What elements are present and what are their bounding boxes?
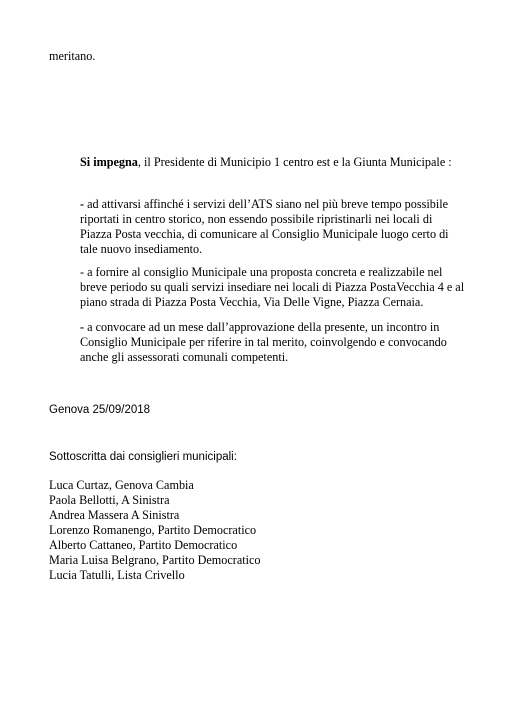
- item-line: breve periodo su quali servizi insediare nei locali di Piazza PostaVecchia 4 e al: [80, 280, 465, 294]
- signatory: Maria Luisa Belgrano, Partito Democratico: [49, 553, 261, 567]
- item-line: Consiglio Municipale per riferire in tal merito, coinvolgendo e convocando: [80, 335, 447, 349]
- commitment-item-3: [80, 320, 447, 365]
- bullet: -: [80, 197, 85, 211]
- signatory-list: [49, 478, 261, 583]
- signatory: Lucia Tatulli, Lista Crivello: [49, 568, 185, 582]
- signatory: Luca Curtaz, Genova Cambia: [49, 478, 194, 492]
- commitment-item-2: [80, 265, 464, 310]
- commitment-heading: [80, 155, 452, 170]
- item-line: riportati in centro storico, non essendo possibile ripristinarli nei locali di: [80, 212, 433, 226]
- commitment-item-1: [80, 197, 449, 257]
- commitment-rest: , il Presidente di Municipio 1 centro est e la Giunta Municipale :: [137, 155, 452, 169]
- bullet: -: [80, 320, 85, 334]
- item-line: a convocare ad un mese dall’approvazione della presente, un incontro in: [84, 320, 440, 334]
- date-line: Genova 25/09/2018: [49, 404, 151, 416]
- signatory: Alberto Cattaneo, Partito Democratico: [49, 538, 238, 552]
- item-line: ad attivarsi affinché i servizi dell’ATS siano nel più breve tempo possibile: [84, 197, 449, 211]
- signatory: Lorenzo Romanengo, Partito Democratico: [49, 523, 257, 537]
- signatories-heading: Sottoscritta dai consiglieri municipali:: [49, 451, 237, 463]
- item-line: anche gli assessorati comunali competenti.: [80, 350, 289, 364]
- commitment-bold: Si impegna: [80, 155, 138, 169]
- text-fragment: meritano.: [49, 49, 96, 63]
- item-line: tale nuovo insediamento.: [80, 242, 203, 256]
- signatory: Andrea Massera A Sinistra: [49, 508, 180, 522]
- item-line: Piazza Posta vecchia, di comunicare al Consiglio Municipale luogo certo di: [80, 227, 449, 241]
- item-line: - a fornire al consiglio Municipale una proposta concreta e realizzabile nel: [80, 265, 443, 279]
- item-line: piano strada di Piazza Posta Vecchia, Via Delle Vigne, Piazza Cernaia.: [80, 295, 424, 309]
- signatory: Paola Bellotti, A Sinistra: [49, 493, 170, 507]
